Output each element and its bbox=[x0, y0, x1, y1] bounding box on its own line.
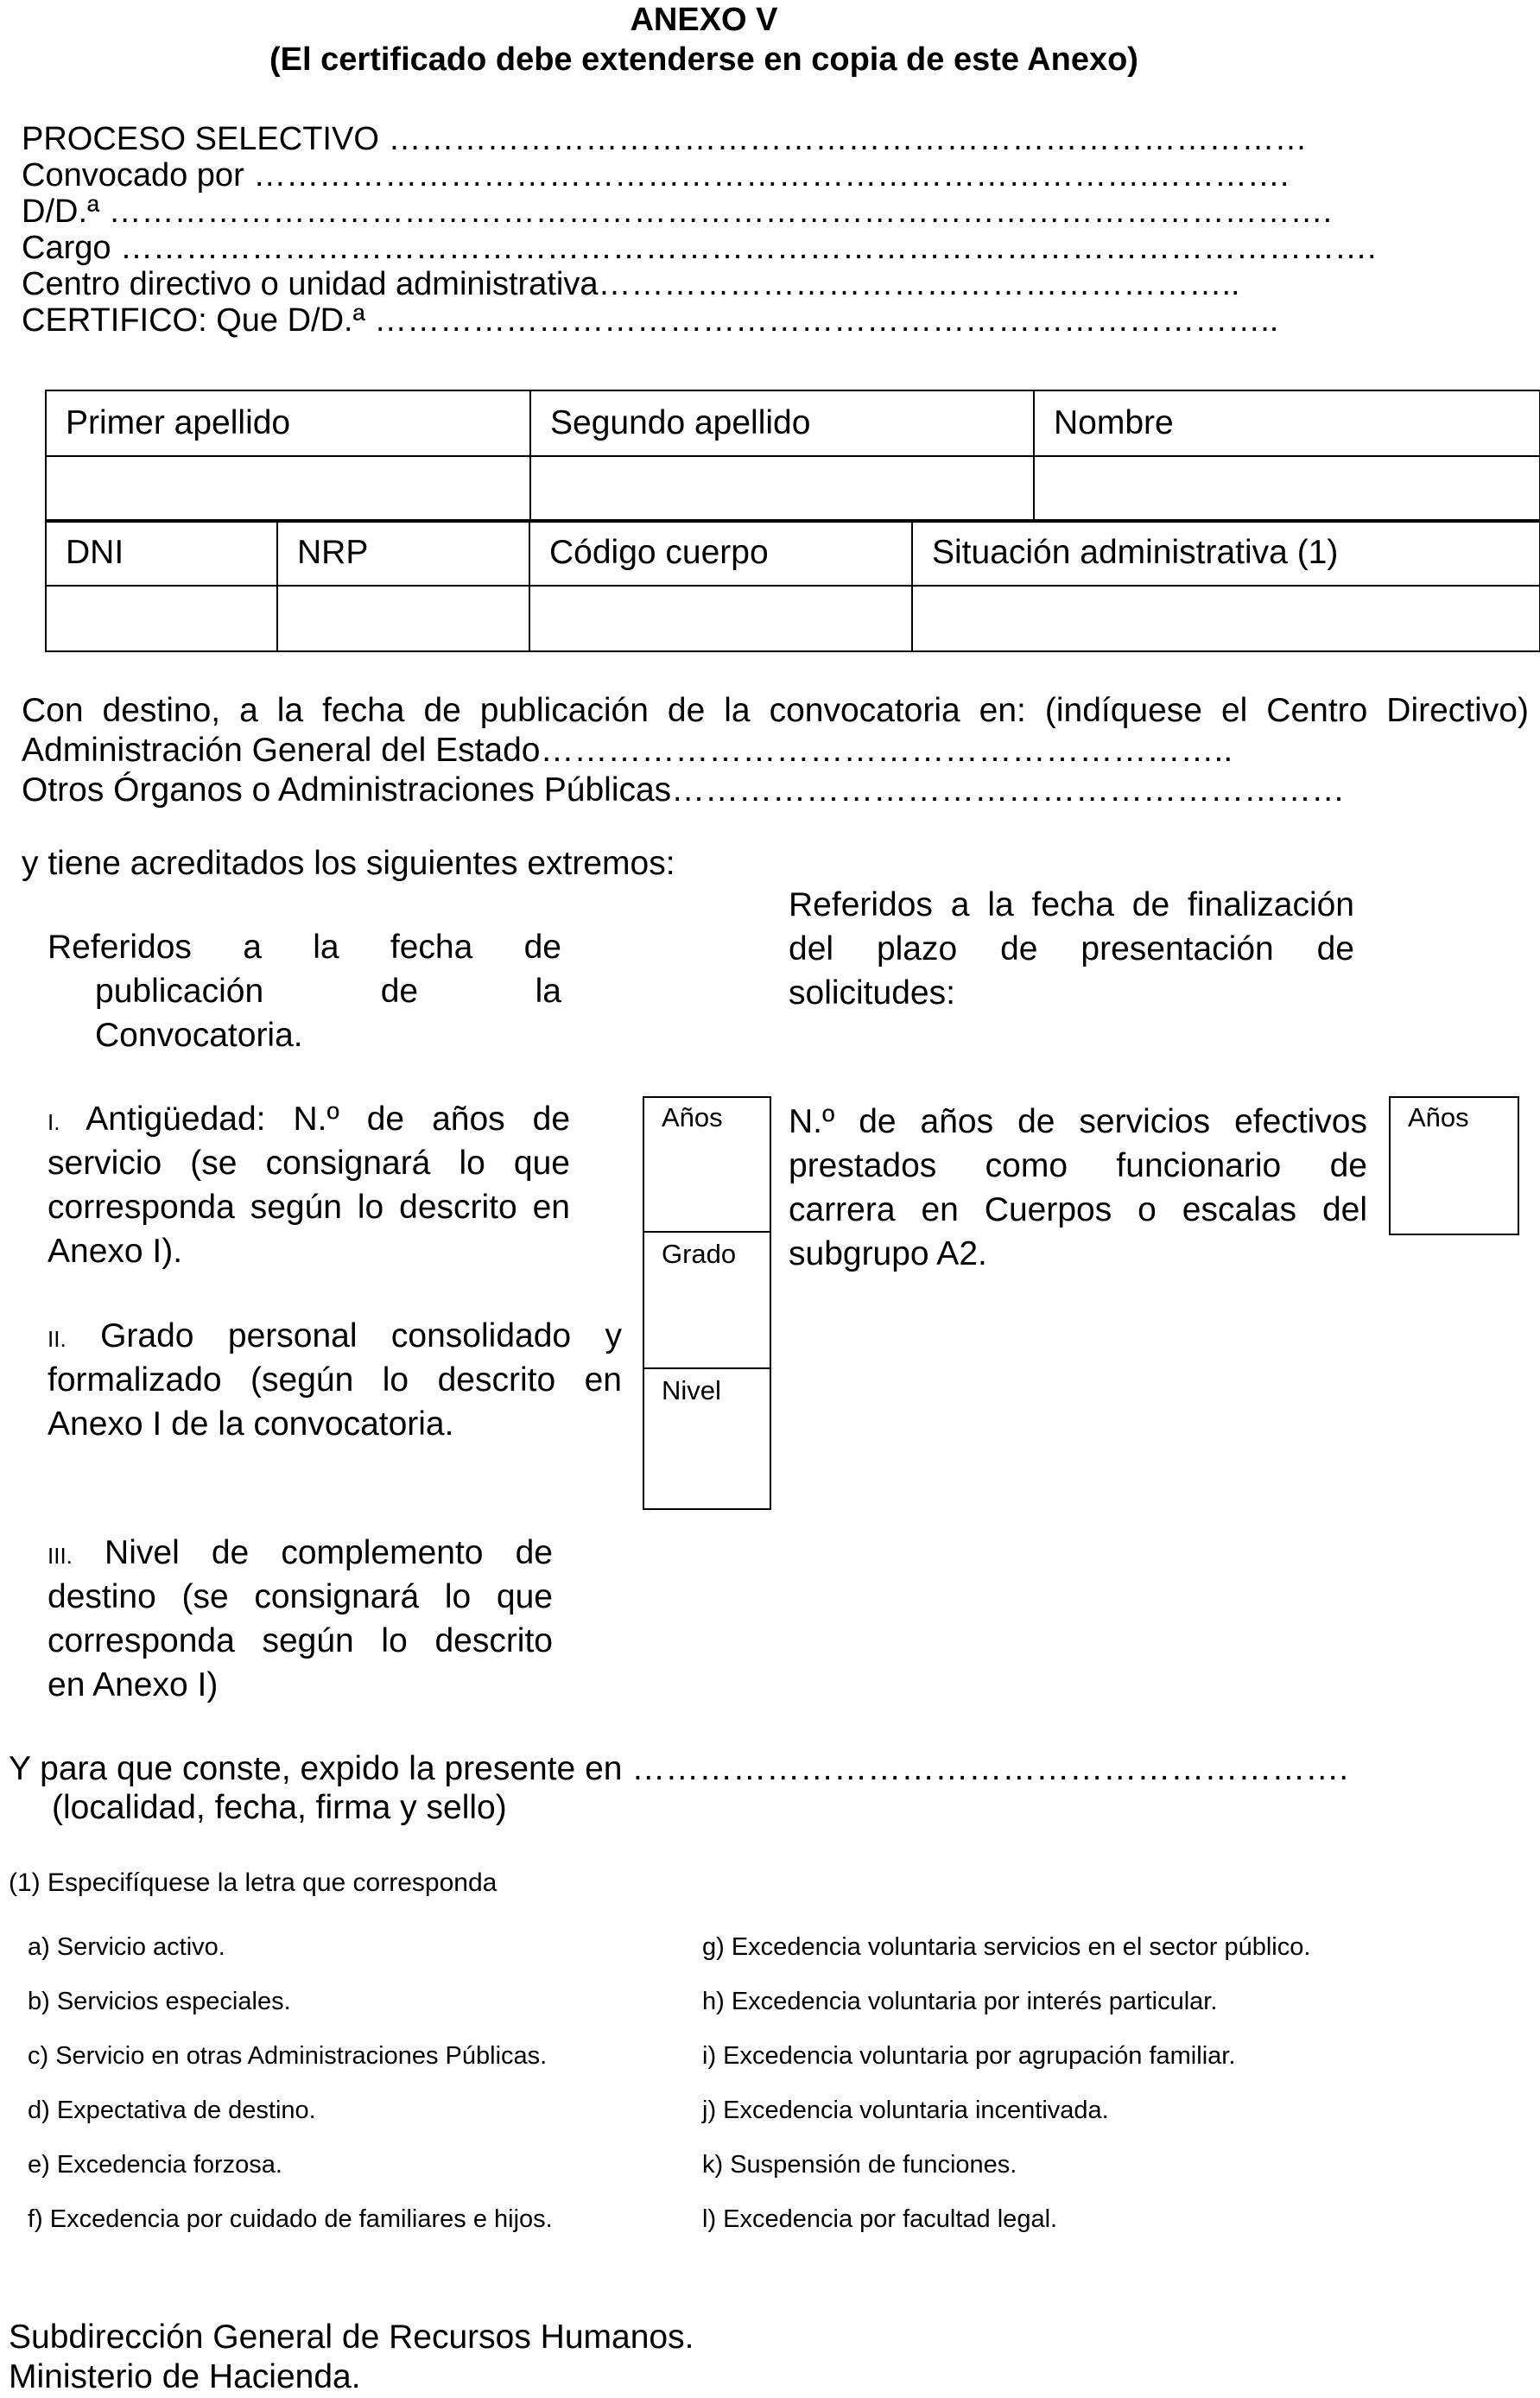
datos-administrativos-table bbox=[45, 519, 1540, 652]
situacion-a: a) Servicio activo. bbox=[28, 1933, 225, 1961]
closing-line-1: Y para que conste, expido la presente en ………………………………………………………. bbox=[9, 1750, 1349, 1787]
cell-dni[interactable] bbox=[46, 586, 277, 651]
cell-situacion-administrativa[interactable] bbox=[912, 586, 1540, 651]
label-grado: Grado bbox=[662, 1239, 737, 1269]
ref-right-line-2: del plazo de presentación de bbox=[789, 930, 1354, 967]
destino-line: Con destino, a la fecha de publicación de la convocatoria en: (indíquese el Centro Directivo) bbox=[22, 692, 1529, 729]
header-codigo-cuerpo: Código cuerpo bbox=[529, 520, 912, 586]
ref-right-line-3: solicitudes: bbox=[789, 974, 955, 1012]
item-nivel-line-3: corresponda según lo descrito bbox=[48, 1622, 553, 1659]
situacion-h: h) Excedencia voluntaria por interés particular. bbox=[702, 1988, 1218, 2015]
header-segundo-apellido: Segundo apellido bbox=[530, 390, 1034, 456]
situacion-l: l) Excedencia por facultad legal. bbox=[702, 2205, 1058, 2233]
right-text-line-4: subgrupo A2. bbox=[789, 1235, 987, 1272]
signature-line-1: Subdirección General de Recursos Humanos. bbox=[9, 2319, 694, 2356]
acreditados-line: y tiene acreditados los siguientes extremos: bbox=[22, 845, 675, 882]
item-grado-line-3: Anexo I de la convocatoria. bbox=[48, 1405, 454, 1443]
header-nrp: NRP bbox=[277, 520, 529, 586]
cell-primer-apellido[interactable] bbox=[46, 456, 530, 522]
certifico-line: CERTIFICO: Que D/D.ª ……………………………………………………………………….. bbox=[22, 302, 1279, 339]
cell-segundo-apellido[interactable] bbox=[530, 456, 1034, 522]
right-text-line-3: carrera en Cuerpos o escalas del bbox=[789, 1191, 1367, 1228]
item-grado-line-2: formalizado (según lo descrito en bbox=[48, 1361, 622, 1399]
item-grado-line-1: II. Grado personal consolidado y bbox=[48, 1317, 622, 1354]
ref-left-line-3: Convocatoria. bbox=[95, 1017, 303, 1054]
dd-line: D/D.ª …………………………………………………………………………………………………. bbox=[22, 193, 1333, 230]
label-anos: Años bbox=[662, 1102, 723, 1132]
ref-left-line-2: publicación de la bbox=[95, 973, 561, 1010]
situacion-b: b) Servicios especiales. bbox=[28, 1988, 291, 2015]
footnote-title: (1) Especifíquese la letra que corresponda bbox=[9, 1868, 497, 1897]
header-nombre: Nombre bbox=[1034, 390, 1540, 456]
label-anos-right: Años bbox=[1408, 1102, 1469, 1132]
convocado-por-line: Convocado por ……………………………………………………………………….…………. bbox=[22, 157, 1290, 193]
centro-directivo-line: Centro directivo o unidad administrativa………………………………………………….. bbox=[22, 266, 1240, 302]
situacion-i: i) Excedencia voluntaria por agrupación familiar. bbox=[702, 2042, 1236, 2070]
header-dni: DNI bbox=[46, 520, 277, 586]
situacion-e: e) Excedencia forzosa. bbox=[28, 2151, 282, 2179]
box-divider-1 bbox=[643, 1231, 771, 1233]
item-antiguedad-line-2: servicio (se consignará lo que bbox=[48, 1145, 570, 1182]
ref-right-line-1: Referidos a la fecha de finalización bbox=[789, 886, 1354, 923]
right-text-line-1: N.º de años de servicios efectivos bbox=[789, 1103, 1367, 1140]
item-antiguedad-line-3: corresponda según lo descrito en bbox=[48, 1189, 570, 1226]
item-antiguedad-line-4: Anexo I). bbox=[48, 1233, 183, 1270]
proceso-selectivo-line: PROCESO SELECTIVO ………………………………………………………………………… bbox=[22, 121, 1308, 157]
situacion-f: f) Excedencia por cuidado de familiares e hijos. bbox=[28, 2205, 553, 2233]
ref-left-line-1: Referidos a la fecha de bbox=[48, 929, 561, 966]
situacion-g: g) Excedencia voluntaria servicios en el sector público. bbox=[702, 1933, 1311, 1961]
box-divider-2 bbox=[643, 1367, 771, 1369]
situacion-d: d) Expectativa de destino. bbox=[28, 2097, 316, 2124]
cell-nombre[interactable] bbox=[1034, 456, 1540, 522]
item-nivel-line-1: III. Nivel de complemento de bbox=[48, 1534, 553, 1571]
age-line: Administración General del Estado…………………………………………………….. bbox=[22, 732, 1233, 769]
valores-box bbox=[643, 1096, 771, 1510]
item-grado-num: II. bbox=[48, 1326, 67, 1352]
signature-line-2: Ministerio de Hacienda. bbox=[9, 2358, 361, 2395]
header-primer-apellido: Primer apellido bbox=[46, 390, 530, 456]
situacion-j: j) Excedencia voluntaria incentivada. bbox=[702, 2097, 1109, 2124]
right-text-line-2: prestados como funcionario de bbox=[789, 1147, 1367, 1184]
label-nivel: Nivel bbox=[662, 1375, 721, 1405]
situacion-c: c) Servicio en otras Administraciones Públicas. bbox=[28, 2042, 548, 2070]
datos-personales-table bbox=[45, 390, 1540, 523]
cell-codigo-cuerpo[interactable] bbox=[529, 586, 912, 651]
header-situacion-administrativa: Situación administrativa (1) bbox=[912, 520, 1540, 586]
closing-line-2: (localidad, fecha, firma y sello) bbox=[52, 1789, 507, 1826]
cell-nrp[interactable] bbox=[277, 586, 529, 651]
situacion-k: k) Suspensión de funciones. bbox=[702, 2151, 1017, 2179]
item-nivel-num: III. bbox=[48, 1543, 73, 1569]
cargo-line: Cargo ……………………………………………………………………………………………………. bbox=[22, 230, 1377, 266]
otros-organos-line: Otros Órganos o Administraciones Públicas…………………………………………………… bbox=[22, 771, 1346, 809]
page-title: ANEXO V bbox=[630, 2, 778, 38]
item-nivel-line-4: en Anexo I) bbox=[48, 1666, 219, 1703]
item-antiguedad-num: I. bbox=[48, 1109, 60, 1135]
page-subtitle: (El certificado debe extenderse en copia de este Anexo) bbox=[269, 41, 1138, 78]
item-nivel-line-2: destino (se consignará lo que bbox=[48, 1578, 553, 1615]
item-antiguedad-line-1: I. Antigüedad: N.º de años de bbox=[48, 1101, 571, 1138]
